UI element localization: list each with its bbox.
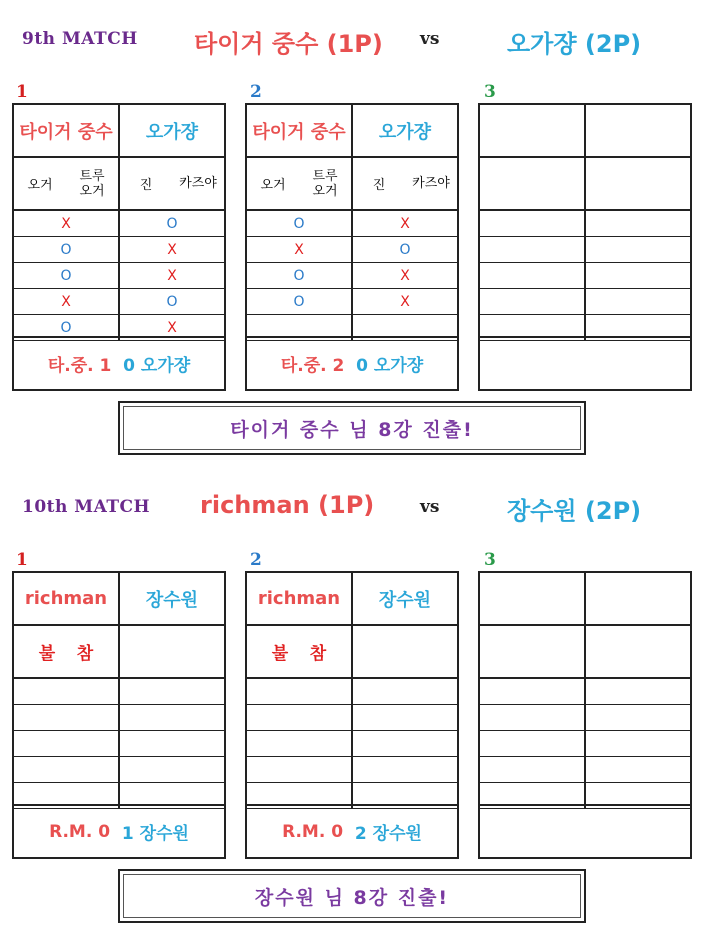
set-score bbox=[14, 804, 224, 857]
score-right: 1 장수원 bbox=[121, 824, 189, 844]
character-label: 오거 bbox=[27, 178, 53, 193]
empty-cell bbox=[480, 573, 585, 626]
round-result: X bbox=[119, 315, 224, 341]
match9-set3-board bbox=[478, 103, 692, 391]
player2-characters bbox=[352, 158, 457, 211]
empty-cell bbox=[480, 679, 585, 705]
empty-cell bbox=[585, 211, 690, 237]
empty-cell bbox=[119, 679, 224, 705]
round-result: O bbox=[247, 263, 352, 289]
empty-cell bbox=[480, 705, 585, 731]
score-right: 0 오가쟝 bbox=[356, 356, 424, 376]
score-right: 0 오가쟝 bbox=[123, 356, 191, 376]
empty-cell bbox=[585, 158, 690, 211]
round-result: X bbox=[352, 289, 457, 315]
empty-cell bbox=[247, 731, 352, 757]
character-label: 트루 오거 bbox=[79, 168, 105, 199]
empty-cell bbox=[585, 679, 690, 705]
empty-cell bbox=[480, 105, 585, 158]
empty-cell bbox=[480, 211, 585, 237]
empty-cell bbox=[585, 289, 690, 315]
empty-cell bbox=[480, 289, 585, 315]
absent-label: 불 bbox=[38, 644, 56, 664]
absent-label: 참 bbox=[309, 644, 327, 664]
character-label: 카즈야 bbox=[179, 176, 217, 191]
empty-cell bbox=[352, 705, 457, 731]
absent-cell bbox=[14, 626, 119, 679]
empty-cell bbox=[14, 705, 119, 731]
set-score bbox=[247, 336, 457, 389]
match10-player2: 장수원 (2P) bbox=[507, 497, 642, 525]
absent-label: 불 bbox=[271, 644, 289, 664]
score-left: 타.중. 2 bbox=[280, 356, 345, 376]
set-player1-name: 타이거 중수 bbox=[14, 105, 119, 158]
result-text: 장수원 님 8강 진출! bbox=[254, 886, 450, 909]
round-result: X bbox=[352, 211, 457, 237]
round-result: X bbox=[14, 211, 119, 237]
round-result: O bbox=[14, 315, 119, 341]
round-result: X bbox=[352, 263, 457, 289]
set-score bbox=[480, 336, 690, 389]
score-right: 2 장수원 bbox=[354, 824, 422, 844]
match10-set1-board bbox=[12, 571, 226, 859]
score-left: R.M. 0 bbox=[282, 821, 344, 842]
set-player1-name: 타이거 중수 bbox=[247, 105, 352, 158]
round-result: O bbox=[247, 211, 352, 237]
set-player2-name: 장수원 bbox=[119, 573, 224, 626]
set-score bbox=[480, 804, 690, 857]
absent-label: 참 bbox=[76, 644, 94, 664]
match10-player1: richman (1P) bbox=[200, 491, 375, 519]
match9-label: 9th MATCH bbox=[22, 29, 138, 49]
empty-cell bbox=[480, 757, 585, 783]
empty-cell bbox=[585, 731, 690, 757]
set-score bbox=[247, 804, 457, 857]
empty-cell bbox=[14, 757, 119, 783]
character-label: 진 bbox=[372, 178, 386, 193]
set-player1-name: richman bbox=[247, 573, 352, 626]
match9-set1-number: 1 bbox=[16, 82, 28, 102]
match9-set3-number: 3 bbox=[484, 82, 496, 102]
round-result: X bbox=[119, 237, 224, 263]
character-label: 트루 오거 bbox=[312, 168, 338, 199]
score-left: R.M. 0 bbox=[49, 821, 111, 842]
round-result: X bbox=[119, 263, 224, 289]
absent-cell bbox=[247, 626, 352, 679]
match9-vs: vs bbox=[420, 29, 440, 49]
match10-set3-number: 3 bbox=[484, 550, 496, 570]
empty-cell bbox=[480, 626, 585, 679]
round-result: O bbox=[119, 289, 224, 315]
empty-cell bbox=[480, 263, 585, 289]
empty-cell bbox=[585, 573, 690, 626]
player1-characters bbox=[14, 158, 119, 211]
round-result: O bbox=[119, 211, 224, 237]
empty-cell bbox=[119, 731, 224, 757]
empty-cell bbox=[14, 731, 119, 757]
match9-player2: 오가쟝 (2P) bbox=[507, 30, 642, 58]
set-player2-name: 오가쟝 bbox=[352, 105, 457, 158]
empty-cell bbox=[119, 705, 224, 731]
set-player1-name: richman bbox=[14, 573, 119, 626]
empty-cell bbox=[119, 626, 224, 679]
empty-cell bbox=[352, 679, 457, 705]
round-result: O bbox=[352, 237, 457, 263]
empty-cell bbox=[480, 237, 585, 263]
character-label: 카즈야 bbox=[412, 176, 450, 191]
set-player2-name: 오가쟝 bbox=[119, 105, 224, 158]
empty-cell bbox=[585, 105, 690, 158]
set-score bbox=[14, 336, 224, 389]
character-label: 진 bbox=[139, 178, 153, 193]
round-result: O bbox=[247, 289, 352, 315]
character-label: 오거 bbox=[260, 178, 286, 193]
match9-result-banner bbox=[118, 401, 586, 455]
empty-cell bbox=[585, 757, 690, 783]
empty-cell bbox=[585, 626, 690, 679]
match10-set3-board bbox=[478, 571, 692, 859]
round-result: O bbox=[14, 237, 119, 263]
empty-cell bbox=[585, 237, 690, 263]
match10-set2-board bbox=[245, 571, 459, 859]
player1-characters bbox=[247, 158, 352, 211]
match9-player1: 타이거 중수 (1P) bbox=[194, 30, 383, 58]
match9-set2-number: 2 bbox=[250, 82, 262, 102]
player2-characters bbox=[119, 158, 224, 211]
empty-cell bbox=[480, 731, 585, 757]
empty-cell bbox=[585, 263, 690, 289]
match9-set2-board bbox=[245, 103, 459, 391]
match10-set2-number: 2 bbox=[250, 550, 262, 570]
empty-cell bbox=[480, 158, 585, 211]
match10-set1-number: 1 bbox=[16, 550, 28, 570]
empty-cell bbox=[352, 626, 457, 679]
match10-vs: vs bbox=[420, 497, 440, 517]
match10-result-banner bbox=[118, 869, 586, 923]
empty-cell bbox=[247, 757, 352, 783]
empty-cell bbox=[247, 705, 352, 731]
empty-cell bbox=[119, 757, 224, 783]
empty-cell bbox=[352, 731, 457, 757]
result-text: 타이거 중수 님 8강 진출! bbox=[230, 418, 474, 441]
match10-label: 10th MATCH bbox=[22, 497, 151, 517]
round-result: O bbox=[14, 263, 119, 289]
empty-cell bbox=[585, 705, 690, 731]
round-result: X bbox=[247, 237, 352, 263]
empty-cell bbox=[247, 679, 352, 705]
set-player2-name: 장수원 bbox=[352, 573, 457, 626]
score-left: 타.중. 1 bbox=[47, 356, 112, 376]
round-result: X bbox=[14, 289, 119, 315]
empty-cell bbox=[352, 757, 457, 783]
empty-cell bbox=[14, 679, 119, 705]
match9-set1-board bbox=[12, 103, 226, 391]
